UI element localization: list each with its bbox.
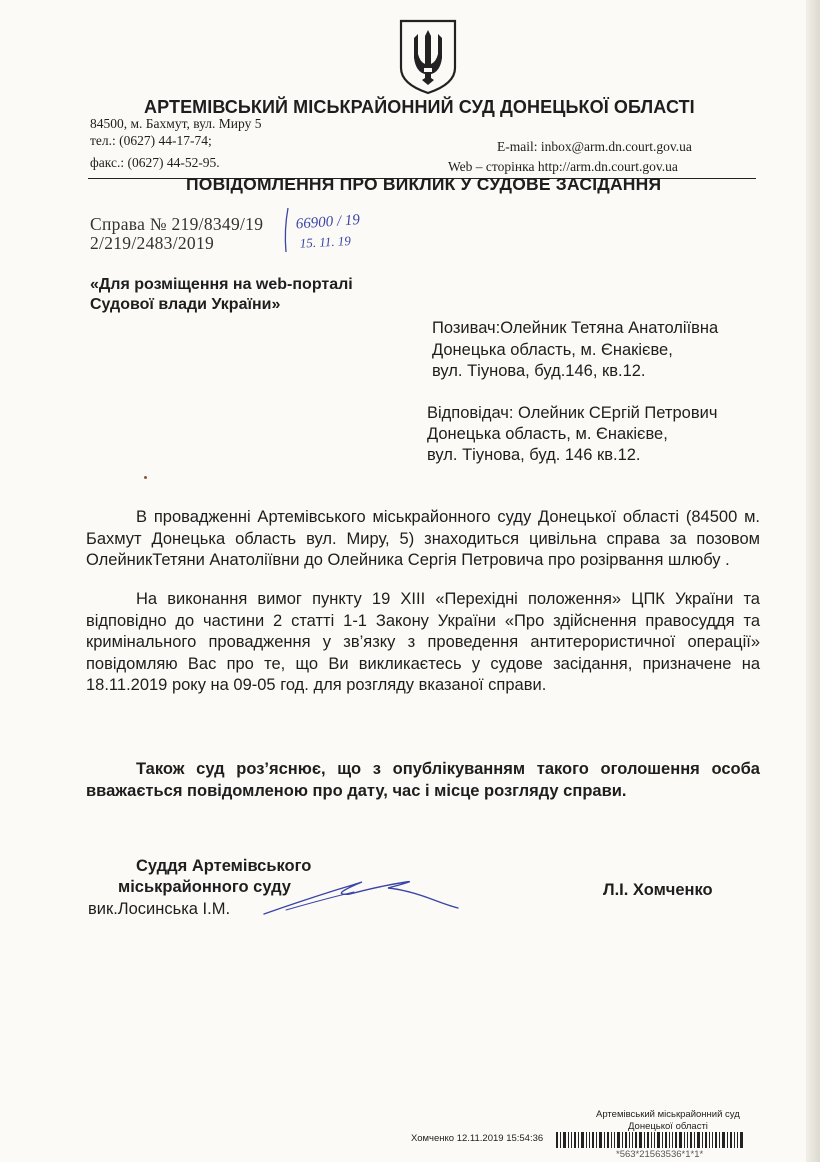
signature-judge-title: Суддя Артемівського bbox=[136, 857, 312, 875]
court-title: АРТЕМІВСЬКИЙ МІСЬКРАЙОННИЙ СУД ДОНЕЦЬКОЇ ОБЛАСТІ bbox=[144, 97, 695, 117]
signature-executor: вик.Лосинська І.М. bbox=[88, 900, 231, 918]
plaintiff-name: Позивач:Олейник Тетяна Анатоліївна bbox=[432, 319, 719, 337]
paragraph-clarification: Також суд роз’яснює, що з опублікуванням такого оголошення особа вважається повідомленою про дату, час і місце розгляду справи. bbox=[86, 760, 760, 800]
defendant-street: вул. Тіунова, буд. 146 кв.12. bbox=[427, 446, 641, 464]
court-address: 84500, м. Бахмут, вул. Миру 5 bbox=[90, 116, 262, 131]
judge-name: Л.І. Хомченко bbox=[603, 881, 713, 899]
document-barcode bbox=[556, 1132, 812, 1148]
stamp-court: Артемівський міськрайонний суд bbox=[596, 1109, 740, 1120]
case-number: Справа № 219/8349/19 bbox=[90, 214, 264, 234]
court-phone: тел.: (0627) 44-17-74; bbox=[90, 133, 212, 148]
case-proceeding-number: 2/219/2483/2019 bbox=[90, 233, 215, 253]
barcode-text: *563*21563536*1*1* bbox=[616, 1149, 704, 1160]
handwritten-signature bbox=[258, 872, 464, 922]
court-email: E-mail: inbox@arm.dn.court.gov.ua bbox=[497, 139, 692, 154]
stamp-region: Донецької області bbox=[628, 1121, 708, 1132]
scan-page-edge bbox=[806, 0, 820, 1162]
court-fax: факс.: (0627) 44-52-95. bbox=[90, 155, 220, 170]
defendant-city: Донецька область, м. Єнакієве, bbox=[427, 425, 668, 443]
handwritten-number: 66900 / 19 bbox=[295, 212, 361, 233]
notice-title: ПОВІДОМЛЕННЯ ПРО ВИКЛИК У СУДОВЕ ЗАСІДАННЯ bbox=[186, 174, 662, 194]
paragraph-summons: На виконання вимог пункту 19 ХІІІ «Перехідні положення» ЦПК України та відповідно до частини 2 статті 1-1 Закону України «Про здійснення правосуддя та кримінального провадження у зв’язку з проведення антитерористичної операції» повідомляю Вас про те, що Ви викликаєтесь у судове засідання, призначене на 18.11.2019 року на 09-05 год. для розгляду вказаної справи. bbox=[86, 590, 760, 694]
court-website: Web – сторінка http://arm.dn.court.gov.ua bbox=[448, 159, 678, 174]
paper-speck bbox=[144, 476, 147, 479]
stamp-registration: Хомченко 12.11.2019 15:54:36 bbox=[411, 1133, 544, 1144]
paragraph-proceedings: В провадженні Артемівського міськрайонного суду Донецької області (84500 м. Бахмут Донецька область вул. Миру, 5) знаходиться цивільна справа за позовом ОлейникТетяни Анатоліївни до Олейника Сергія Петровича про розірвання шлюбу . bbox=[86, 508, 760, 569]
plaintiff-city: Донецька область, м. Єнакієве, bbox=[432, 341, 673, 359]
signature-court-name: міськрайонного суду bbox=[118, 878, 291, 896]
defendant-name: Відповідач: Олейник СЕргій Петрович bbox=[427, 404, 718, 422]
coat-of-arms-icon bbox=[398, 18, 458, 96]
plaintiff-street: вул. Тіунова, буд.146, кв.12. bbox=[432, 362, 646, 380]
handwritten-registration-note bbox=[282, 206, 392, 256]
portal-note-line1: «Для розміщення на web-порталі bbox=[90, 276, 353, 293]
portal-note-line2: Судової влади України» bbox=[90, 296, 281, 313]
handwritten-date: 15. 11. 19 bbox=[299, 233, 352, 251]
